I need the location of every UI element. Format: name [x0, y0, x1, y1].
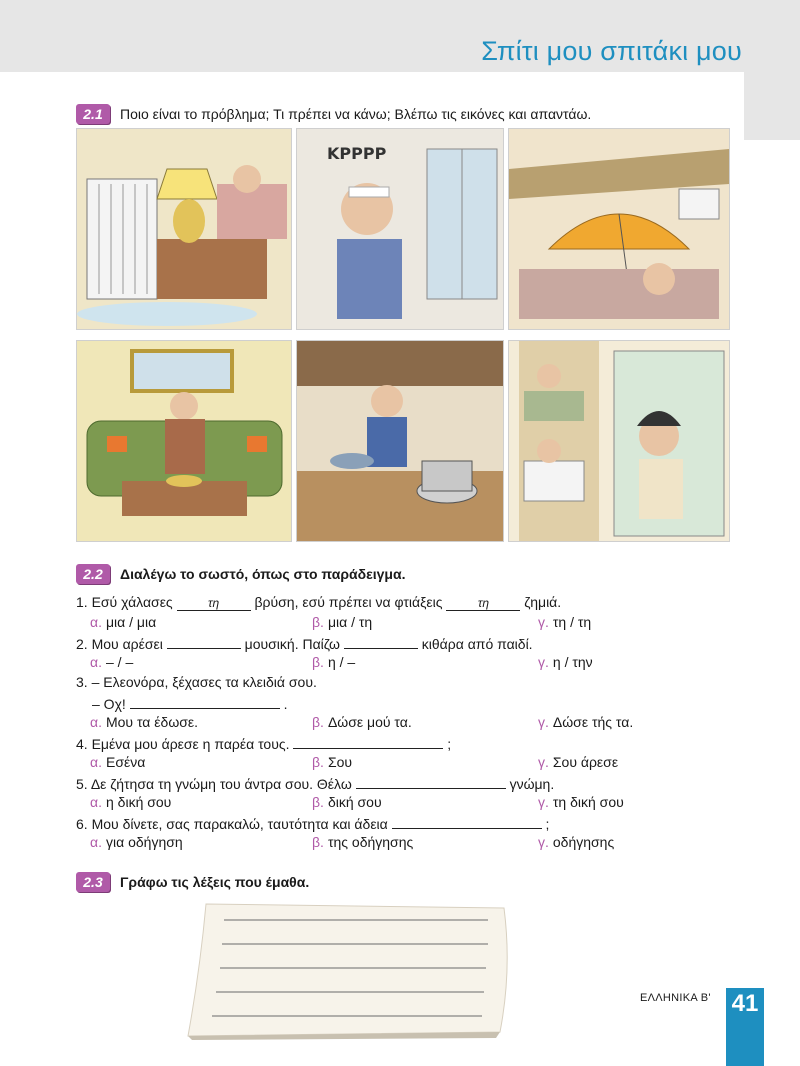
option-text: μια / τη	[327, 614, 373, 630]
option-label: γ.	[538, 614, 549, 630]
question-text: ζημιά.	[524, 594, 562, 610]
option-label: β.	[312, 794, 324, 810]
question-number: 4.	[76, 736, 88, 752]
option-b[interactable]	[312, 834, 413, 850]
option-text: Μου τα έδωσε.	[105, 714, 199, 730]
question-number: 3.	[76, 674, 88, 690]
exercise-2-2-heading	[76, 564, 405, 584]
option-label: α.	[90, 614, 102, 630]
question-5	[76, 774, 554, 792]
illustration-sound-text: ΚΡΡΡΡ	[327, 144, 387, 163]
question-text: μουσική. Παίζω	[244, 636, 340, 652]
illustration-messy-kitchen	[296, 340, 504, 542]
option-a[interactable]	[90, 614, 156, 630]
illustration-grid	[76, 128, 728, 540]
option-b[interactable]	[312, 614, 372, 630]
exercise-instruction: Γράφω τις λέξεις που έμαθα.	[120, 874, 310, 890]
option-label: β.	[312, 834, 324, 850]
option-label: β.	[312, 654, 324, 670]
question-text: .	[283, 696, 288, 712]
question-text: ;	[447, 736, 452, 752]
option-b[interactable]	[312, 754, 352, 770]
option-a[interactable]	[90, 654, 133, 670]
option-label: β.	[312, 714, 324, 730]
question-number: 2.	[76, 636, 88, 652]
page-title: Σπίτι μου σπιτάκι μου	[481, 36, 742, 66]
option-text: Δώσε τής τα.	[552, 714, 634, 730]
option-text: Σου άρεσε	[552, 754, 619, 770]
answer-blank[interactable]	[167, 634, 241, 649]
question-text: ;	[545, 816, 550, 832]
option-c[interactable]	[538, 714, 633, 730]
option-text: Δώσε μού τα.	[327, 714, 412, 730]
option-label: β.	[312, 754, 324, 770]
option-label: α.	[90, 754, 102, 770]
option-text: της οδήγησης	[327, 834, 414, 850]
exercise-number: 2.3	[76, 872, 110, 892]
question-3	[76, 674, 317, 690]
option-c[interactable]	[538, 654, 593, 670]
answer-blank[interactable]	[293, 734, 443, 749]
option-c[interactable]	[538, 754, 618, 770]
answer-blank[interactable]: τη	[177, 596, 251, 611]
option-label: α.	[90, 714, 102, 730]
illustration-leaking-radiator	[76, 128, 292, 330]
question-2	[76, 634, 533, 652]
option-label: α.	[90, 794, 102, 810]
option-a[interactable]	[90, 794, 171, 810]
question-text: – Οχ!	[92, 696, 126, 712]
answer-blank[interactable]	[356, 774, 506, 789]
notes-paper[interactable]	[182, 900, 512, 1040]
question-text: Μου αρέσει	[91, 636, 163, 652]
option-label: γ.	[538, 754, 549, 770]
question-number: 6.	[76, 816, 88, 832]
illustration-neighbours-argue	[508, 340, 730, 542]
question-number: 5.	[76, 776, 88, 792]
option-a[interactable]	[90, 834, 183, 850]
option-text: οδήγησης	[552, 834, 615, 850]
answer-blank[interactable]	[344, 634, 418, 649]
illustration-leaking-ceiling	[508, 128, 730, 330]
option-b[interactable]	[312, 794, 382, 810]
question-3-reply	[92, 694, 287, 712]
option-text: Σου	[327, 754, 353, 770]
option-text: η / την	[552, 654, 593, 670]
question-1	[76, 594, 561, 611]
option-text: – / –	[105, 654, 134, 670]
option-b[interactable]	[312, 714, 412, 730]
option-label: α.	[90, 654, 102, 670]
exercise-number: 2.1	[76, 104, 110, 124]
answer-blank[interactable]	[392, 814, 542, 829]
question-text: γνώμη.	[509, 776, 555, 792]
answer-blank[interactable]: τη	[446, 596, 520, 611]
option-a[interactable]	[90, 754, 145, 770]
illustration-noisy-neighbours	[296, 128, 504, 330]
option-text: τη / τη	[552, 614, 592, 630]
option-c[interactable]	[538, 834, 614, 850]
option-text: μια / μια	[105, 614, 157, 630]
question-6	[76, 814, 549, 832]
option-a[interactable]	[90, 714, 198, 730]
illustration-cold-living-room	[76, 340, 292, 542]
question-text: – Ελεονόρα, ξέχασες τα κλειδιά σου.	[91, 674, 317, 690]
exercise-number: 2.2	[76, 564, 110, 584]
question-text: Εμένα μου άρεσε η παρέα τους.	[91, 736, 290, 752]
option-label: α.	[90, 834, 102, 850]
option-label: γ.	[538, 834, 549, 850]
option-label: β.	[312, 614, 324, 630]
question-text: Εσύ χάλασες	[91, 594, 173, 610]
option-text: δική σου	[327, 794, 382, 810]
exercise-2-1-heading	[76, 104, 591, 124]
option-c[interactable]	[538, 614, 591, 630]
exercise-instruction: Διαλέγω το σωστό, όπως στο παράδειγμα.	[120, 566, 406, 582]
question-text: βρύση, εσύ πρέπει να φτιάξεις	[254, 594, 443, 610]
option-label: γ.	[538, 654, 549, 670]
exercise-instruction: Ποιο είναι το πρόβλημα; Τι πρέπει να κάνω; Βλέπω τις εικόνες και απαντάω.	[120, 106, 592, 122]
exercise-2-3-heading	[76, 872, 309, 892]
option-text: Εσένα	[105, 754, 146, 770]
option-text: τη δική σου	[552, 794, 624, 810]
option-text: η / –	[327, 654, 356, 670]
question-text: Μου δίνετε, σας παρακαλώ, ταυτότητα και άδεια	[91, 816, 388, 832]
option-b[interactable]	[312, 654, 355, 670]
question-4	[76, 734, 451, 752]
option-c[interactable]	[538, 794, 624, 810]
option-label: γ.	[538, 714, 549, 730]
question-number: 1.	[76, 594, 88, 610]
book-title: ΕΛΛΗΝΙΚΑ Β'	[640, 992, 711, 1004]
option-text: για οδήγηση	[105, 834, 183, 850]
header-side-band	[744, 72, 800, 140]
option-text: η δική σου	[105, 794, 172, 810]
option-label: γ.	[538, 794, 549, 810]
page-number: 41	[726, 988, 764, 1066]
question-text: Δε ζήτησα τη γνώμη του άντρα σου. Θέλω	[90, 776, 352, 792]
question-text: κιθάρα από παιδί.	[421, 636, 533, 652]
answer-blank[interactable]	[130, 694, 280, 709]
